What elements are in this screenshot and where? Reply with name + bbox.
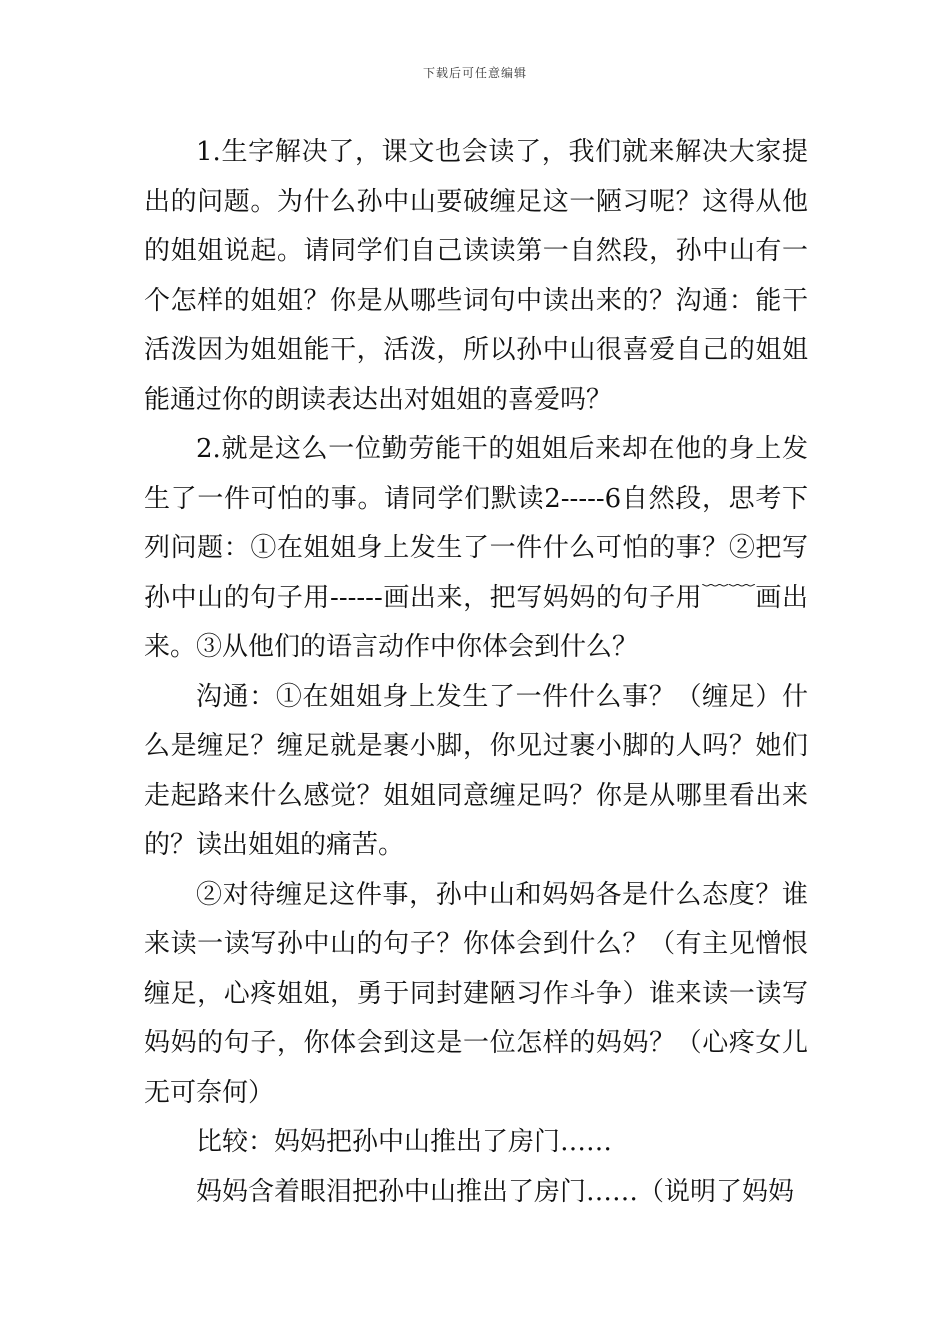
header-note: 下载后可任意编辑 [422,66,527,80]
paragraph-2: 2.就是这么一位勤劳能干的姐姐后来却在他的身上发生了一件可怕的事。请同学们默读2-----6自然段，思考下列问题：①在姐姐身上发生了一件什么可怕的事？②把写孙中山的句子用------画出来，把写妈妈的句子用﹋﹋画出来。③从他们的语言动作中你体会到什么？ [144,434,808,662]
paragraph-1: 1.生字解决了，课文也会读了，我们就来解决大家提出的问题。为什么孙中山要破缠足这一陋习呢？这得从他的姐姐说起。请同学们自己读读第一自然段，孙中山有一个怎样的姐姐？你是从哪些词句中读出来的？沟通：能干活泼因为姐姐能干，活泼，所以孙中山很喜爱自己的姐姐能通过你的朗读表达出对姐姐的喜爱吗？ [144,137,808,415]
document-body [144,128,808,1217]
paragraph-3: 沟通：①在姐姐身上发生了一件什么事？（缠足）什么是缠足？缠足就是裹小脚，你见过裹小脚的人吗？她们走起路来什么感觉？姐姐同意缠足吗？你是从哪里看出来的？读出姐姐的痛苦。 [144,681,808,860]
paragraph-6: 妈妈含着眼泪把孙中山推出了房门……（说明了妈妈 [196,1176,795,1207]
paragraph-5: 比较：妈妈把孙中山推出了房门…… [196,1127,613,1157]
paragraph-4: ②对待缠足这件事，孙中山和妈妈各是什么态度？谁来读一读写孙中山的句子？你体会到什么？（有主见憎恨缠足，心疼姐姐，勇于同封建陋习作斗争）谁来读一读写妈妈的句子，你体会到这是一位怎样的妈妈？（心疼女儿无可奈何） [144,879,808,1108]
